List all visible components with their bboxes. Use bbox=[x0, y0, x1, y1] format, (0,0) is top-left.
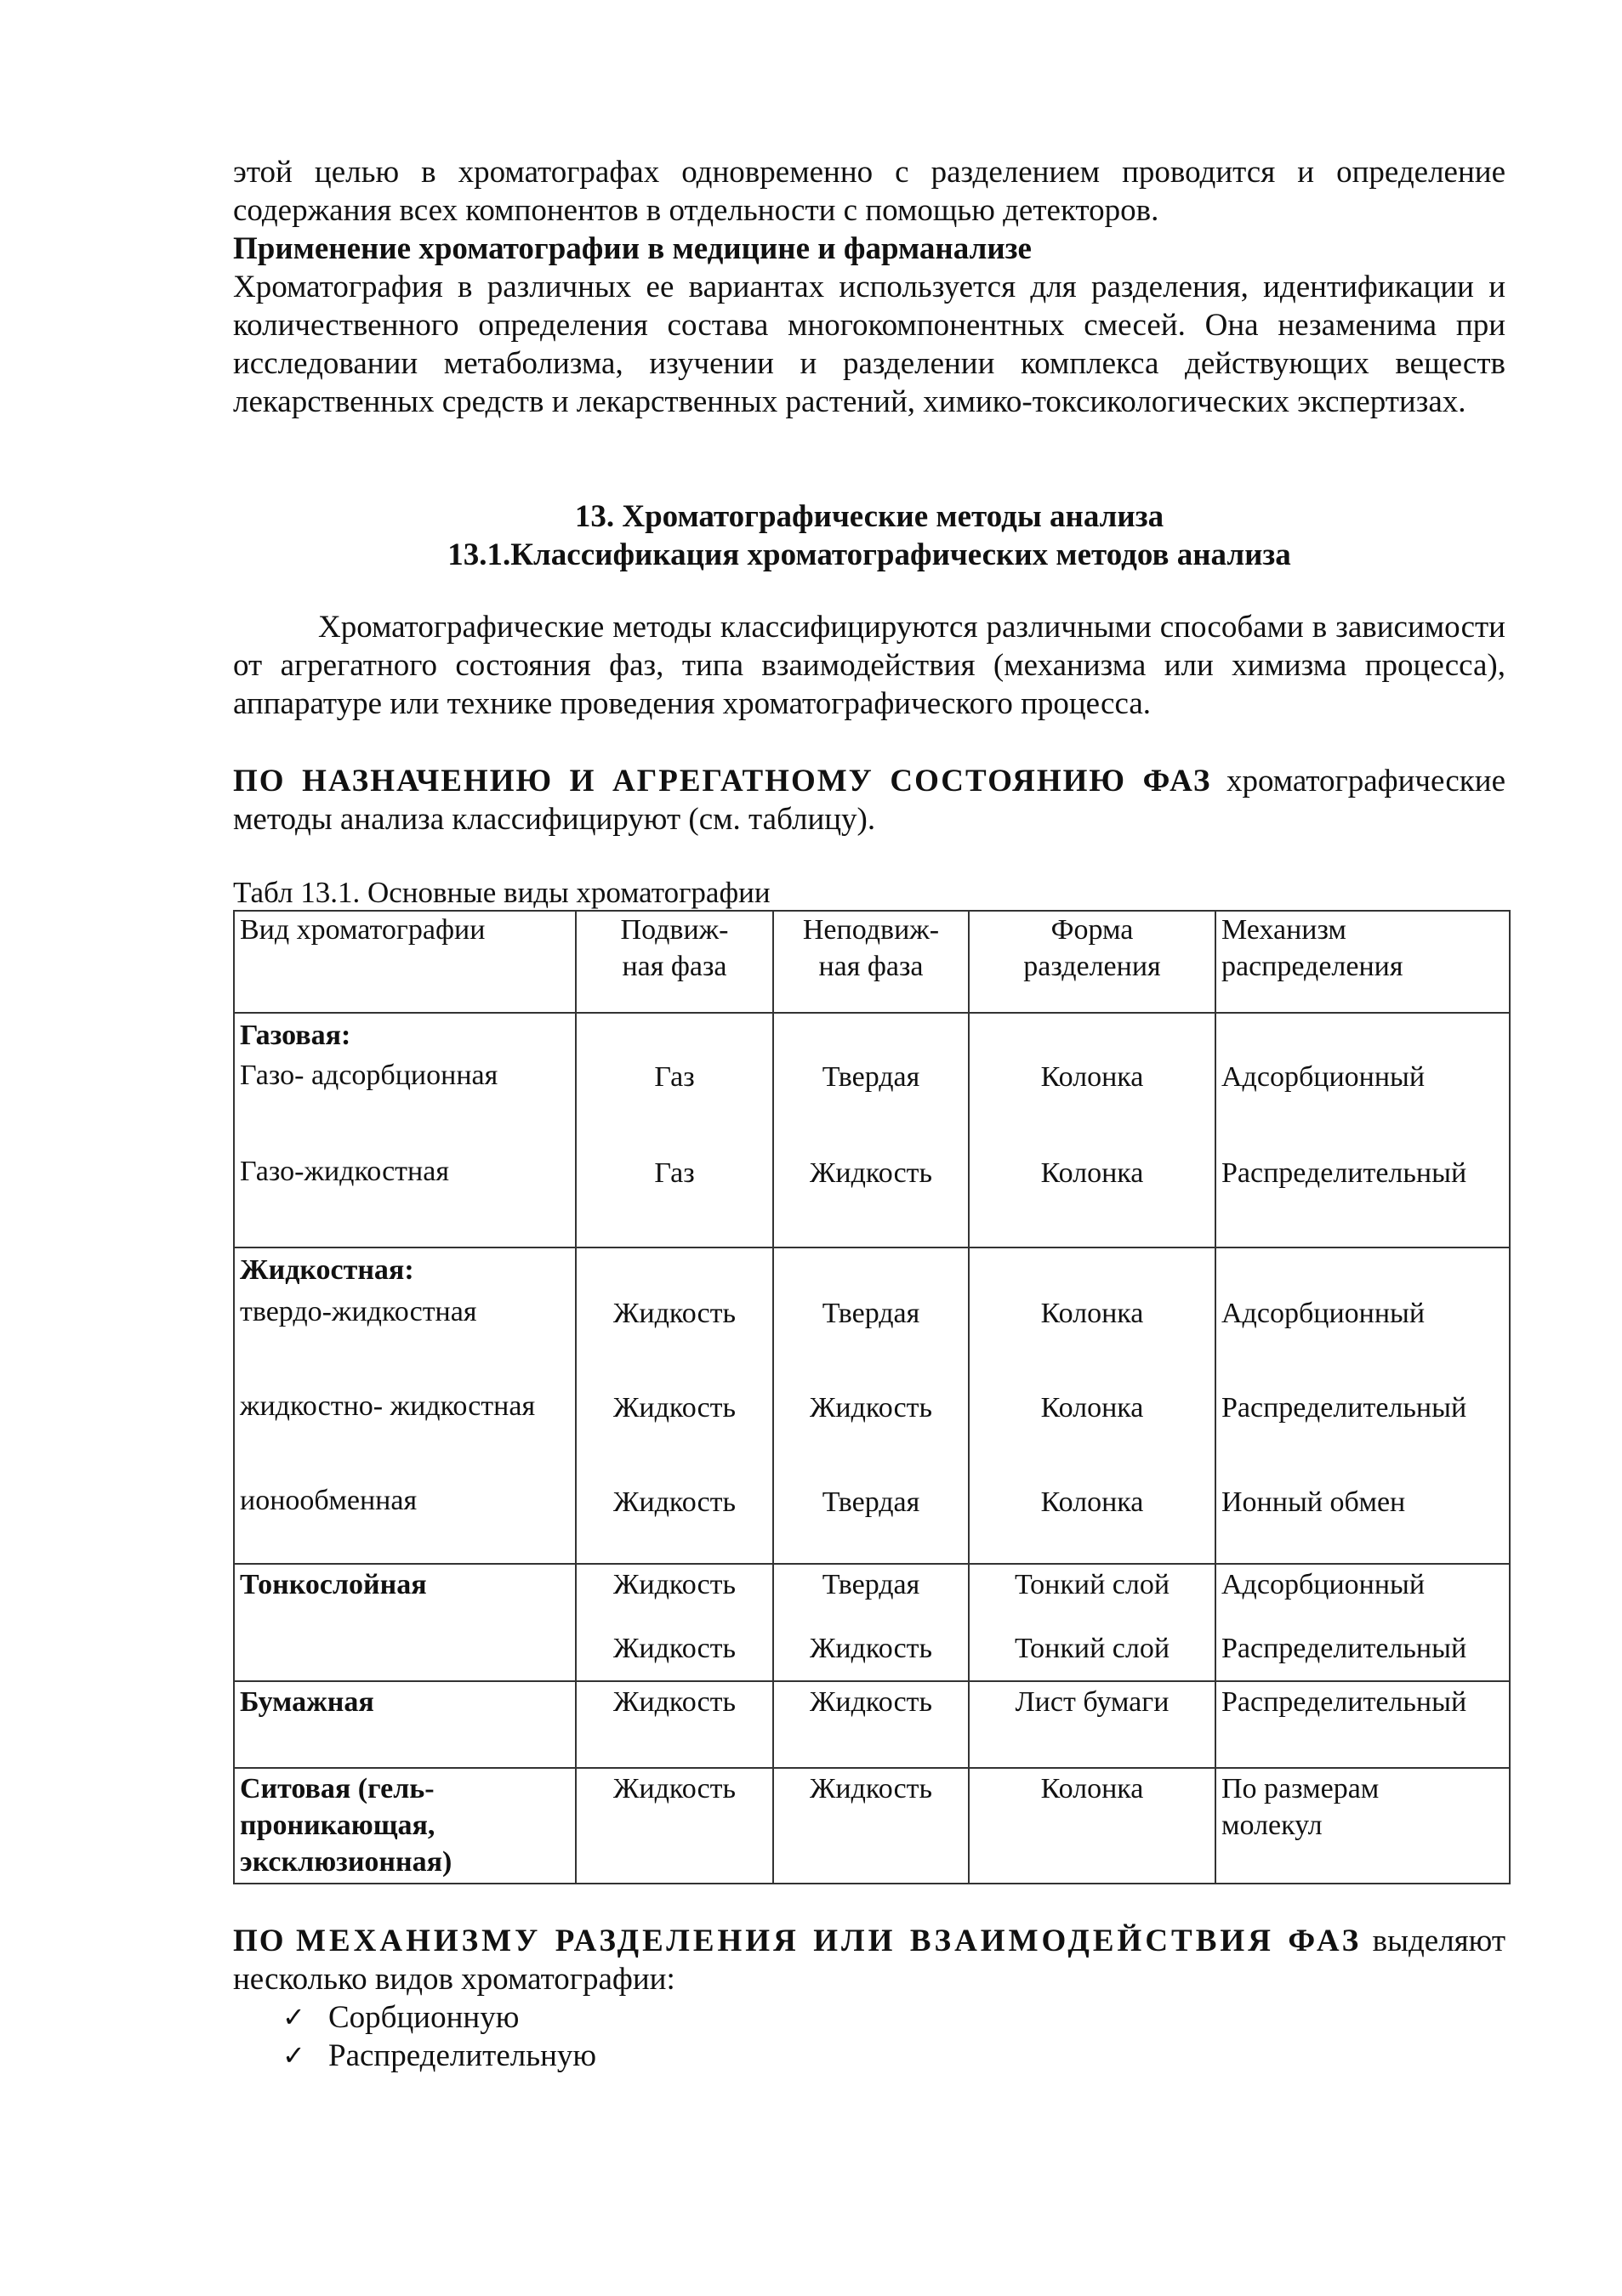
table-row-thin-layer bbox=[234, 1564, 1510, 1681]
sieve-form: Колонка bbox=[969, 1768, 1215, 1884]
paper-form: Лист бумаги bbox=[969, 1681, 1215, 1768]
table-caption: Табл 13.1. Основные виды хроматографии bbox=[233, 876, 771, 909]
liquid-mobile: Жидкость Жидкость Жидкость bbox=[576, 1247, 773, 1564]
section-title: 13. Хроматографические методы анализа bbox=[574, 499, 1164, 534]
list-item: ✓ Сорбционную bbox=[282, 2000, 520, 2035]
section-subtitle: 13.1.Классификация хроматографических методов анализа bbox=[447, 537, 1291, 572]
chromatography-types-list bbox=[233, 1998, 1505, 2075]
sieve-mechanism: По размерам молекул bbox=[1215, 1768, 1510, 1884]
checkmark-icon: ✓ bbox=[282, 2001, 305, 2033]
mechanism-rest: выделяют bbox=[1362, 1924, 1505, 1958]
table-row-sieve bbox=[234, 1768, 1510, 1884]
thin-layer-form: Тонкий слой Тонкий слой bbox=[969, 1564, 1215, 1681]
intro-line-1: этой целью в хроматографах одновременно с разделением проводится и определение bbox=[233, 155, 1505, 190]
liquid-stationary: Твердая Жидкость Твердая bbox=[773, 1247, 969, 1564]
sieve-mobile: Жидкость bbox=[576, 1768, 773, 1884]
gas-form: Колонка Колонка bbox=[969, 1013, 1215, 1247]
mechanism-lead: ПО bbox=[233, 1924, 286, 1958]
paper-mechanism: Распределительный bbox=[1215, 1681, 1510, 1768]
liquid-form: Колонка Колонка Колонка bbox=[969, 1247, 1215, 1564]
checkmark-icon: ✓ bbox=[282, 2039, 305, 2072]
gas-names: Газовая: Газо- адсорбционная Газо-жидкостная bbox=[234, 1013, 576, 1247]
gas-stationary: Твердая Жидкость bbox=[773, 1013, 969, 1247]
purpose-paragraph bbox=[233, 762, 1505, 838]
mechanism-lead-rest: МЕХАНИЗМУ РАЗДЕЛЕНИЯ ИЛИ ВЗАИМОДЕЙСТВИЯ ФАЗ bbox=[296, 1924, 1363, 1958]
paper-stationary: Жидкость bbox=[773, 1681, 969, 1768]
thin-layer-mechanism: Адсорбционный Распределительный bbox=[1215, 1564, 1510, 1681]
table-row-liquid bbox=[234, 1247, 1510, 1564]
sieve-stationary: Жидкость bbox=[773, 1768, 969, 1884]
header-mechanism: Механизм распределения bbox=[1215, 911, 1510, 1013]
liquid-mechanism: Адсорбционный Распределительный Ионный обмен bbox=[1215, 1247, 1510, 1564]
purpose-lead: ПО НАЗНАЧЕНИЮ И АГРЕГАТНОМУ СОСТОЯНИЮ ФАЗ bbox=[233, 764, 1212, 798]
header-separation-form: Форма разделения bbox=[969, 911, 1215, 1013]
header-type: Вид хроматографии bbox=[234, 911, 576, 1013]
liquid-names: Жидкостная: твердо-жидкостная жидкостно- жидкостная ионообменная bbox=[234, 1247, 576, 1564]
list-item: ✓ Распределительную bbox=[282, 2038, 597, 2073]
purpose-rest: хроматографические методы анализа классифицируют (см. таблицу). bbox=[233, 764, 1505, 837]
paper-name: Бумажная bbox=[234, 1681, 576, 1768]
sieve-name: Ситовая (гель- проникающая, эксклюзионная) bbox=[234, 1768, 576, 1884]
mechanism-paragraph bbox=[233, 1922, 1505, 1960]
applications-heading: Применение хроматографии в медицине и фарманализе bbox=[233, 231, 1032, 266]
classification-paragraph: Хроматографические методы классифицируются различными способами в зависимости от агрегатного состояния фаз, типа взаимодействия (механизма или химизма процесса), аппаратуре или технике проведения хроматографического процесса. bbox=[233, 610, 1505, 721]
intro-line-2: содержания всех компонентов в отдельности с помощью детекторов. bbox=[233, 193, 1159, 228]
thin-layer-name: Тонкослойная bbox=[234, 1564, 576, 1681]
gas-mechanism: Адсорбционный Распределительный bbox=[1215, 1013, 1510, 1247]
table-row-paper bbox=[234, 1681, 1510, 1768]
header-stationary-phase: Неподвиж- ная фаза bbox=[773, 911, 969, 1013]
paper-mobile: Жидкость bbox=[576, 1681, 773, 1768]
table-header-row bbox=[234, 911, 1510, 1013]
header-mobile-phase: Подвиж- ная фаза bbox=[576, 911, 773, 1013]
chromatography-table bbox=[233, 910, 1511, 1884]
thin-layer-stationary: Твердая Жидкость bbox=[773, 1564, 969, 1681]
table-row-gas bbox=[234, 1013, 1510, 1247]
mechanism-line-2: несколько видов хроматографии: bbox=[233, 1962, 675, 1997]
document-page bbox=[233, 153, 1505, 2075]
thin-layer-mobile: Жидкость Жидкость bbox=[576, 1564, 773, 1681]
gas-mobile: Газ Газ bbox=[576, 1013, 773, 1247]
applications-paragraph: Хроматография в различных ее вариантах используется для разделения, идентификации и количественного определения состава многокомпонентных смесей. Она незаменима при исследовании метаболизма, изучении и разделении комплекса действующих веществ лекарственных средств и лекарственных растений, химико-токсикологических экспертизах. bbox=[233, 270, 1505, 419]
